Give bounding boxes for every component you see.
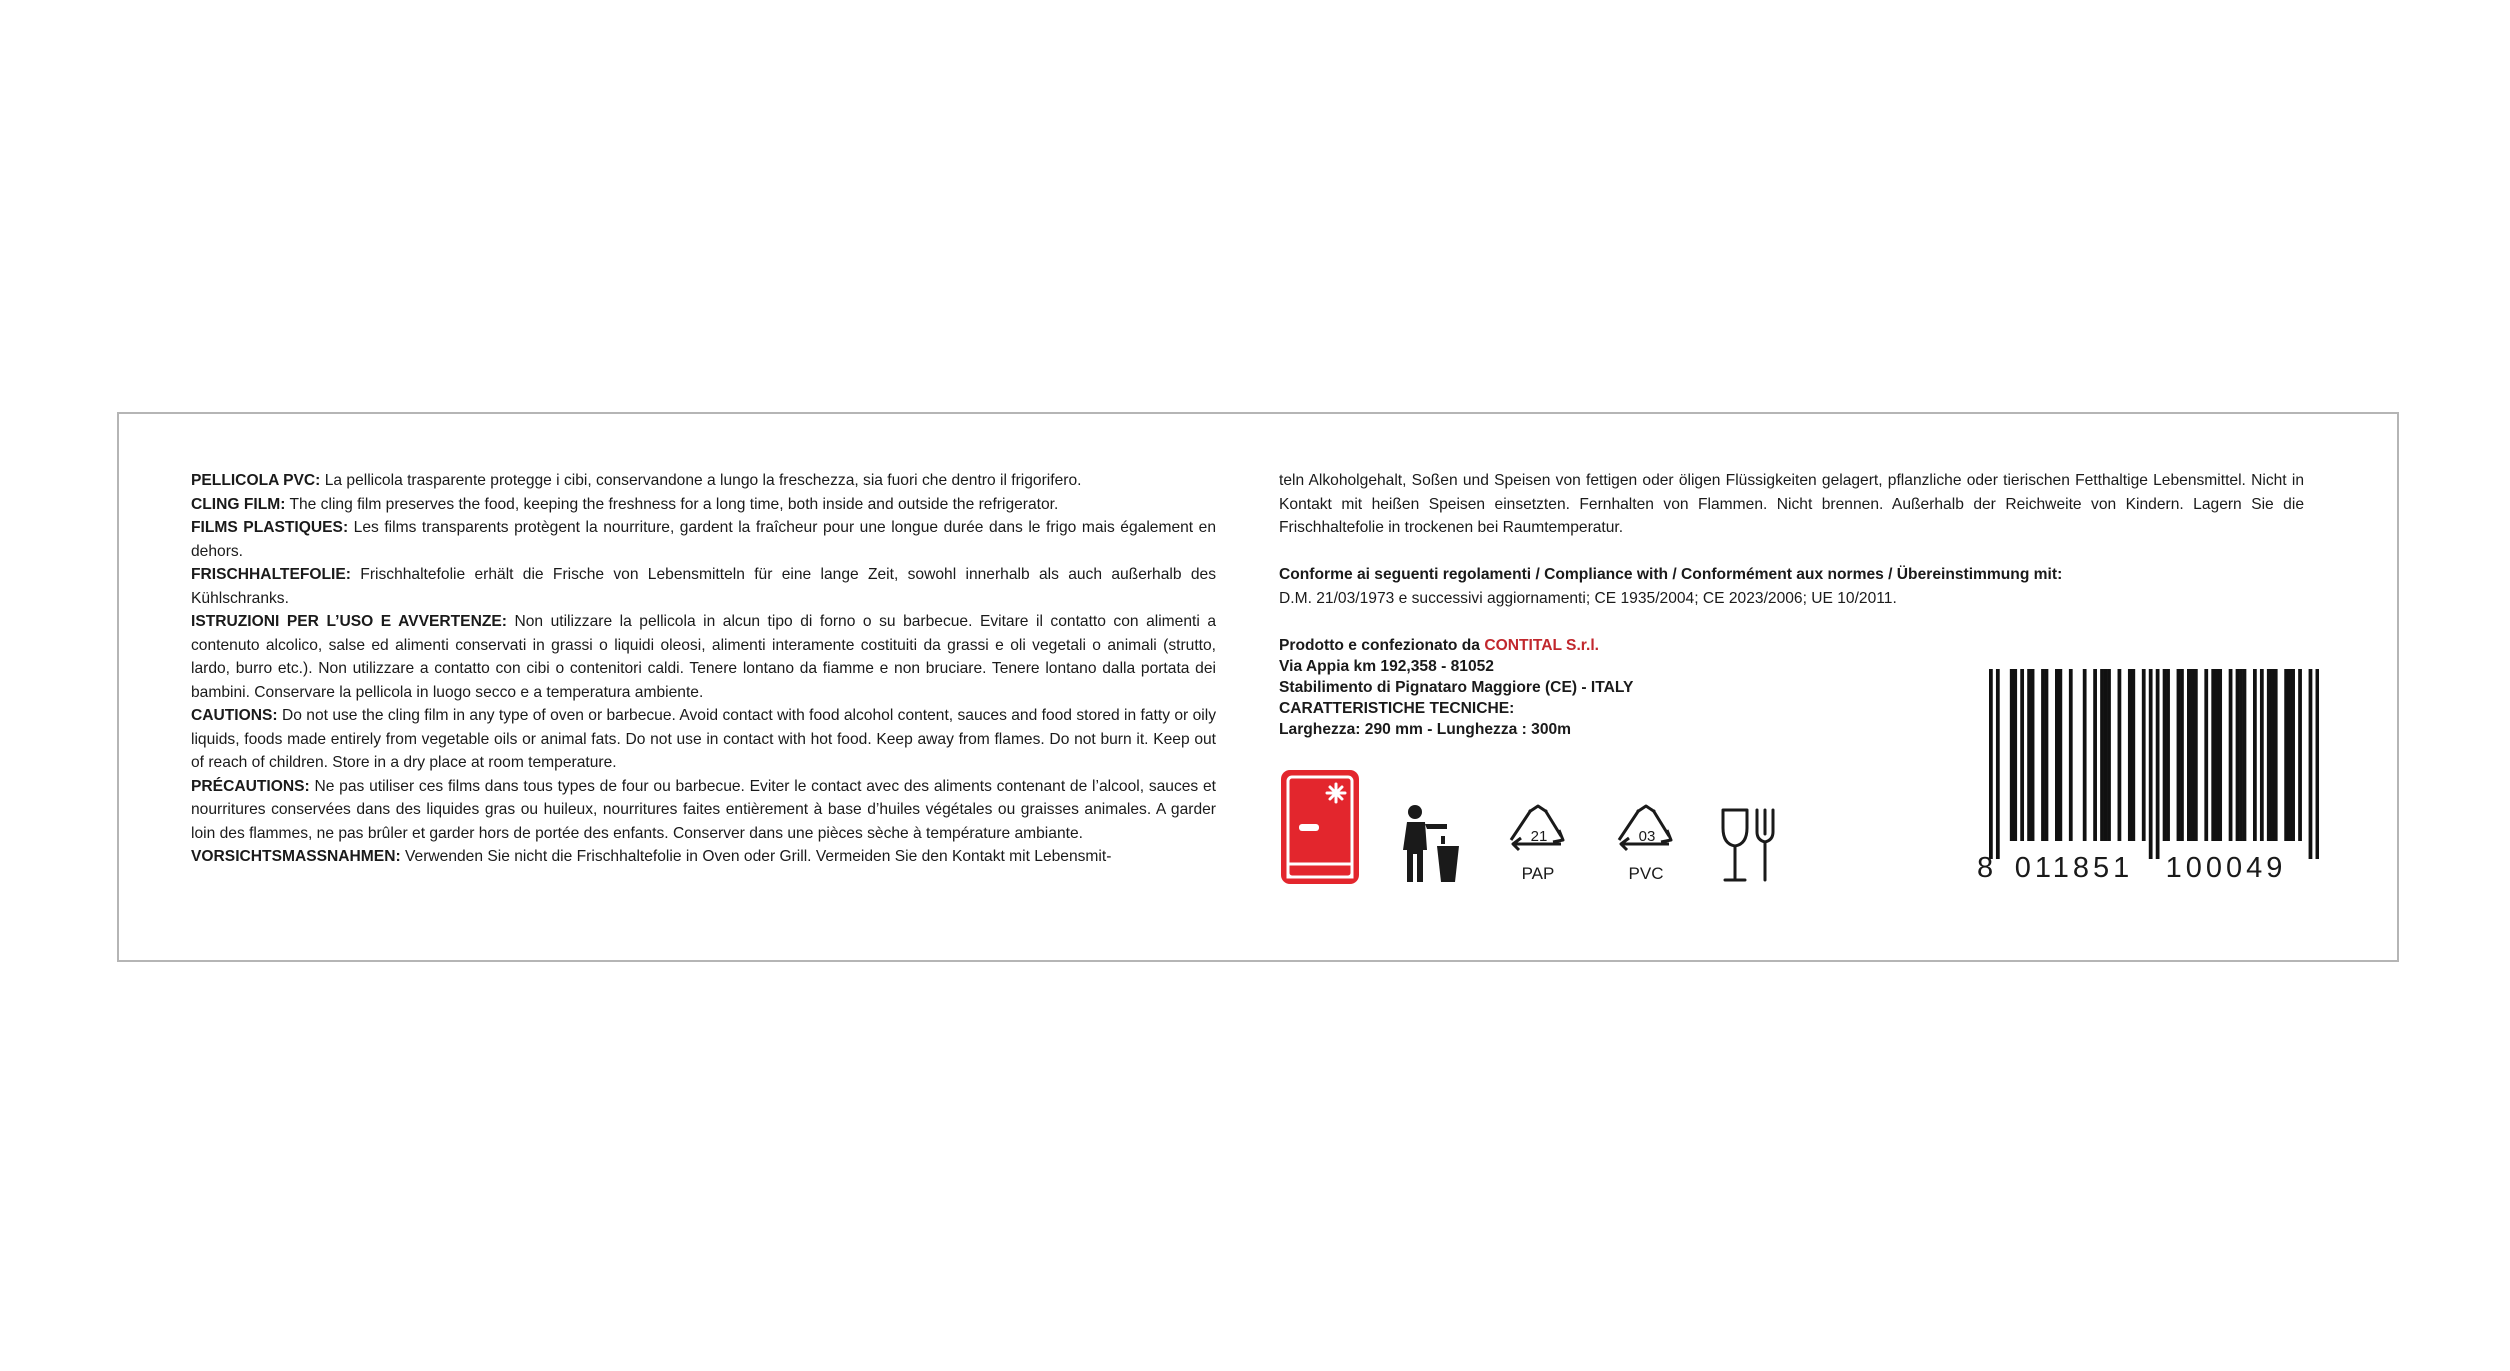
barcode-bar [2180,669,2184,841]
glass-fork-icon [1719,808,1785,884]
barcode-bar [2194,669,2198,841]
barcode-bar [2177,669,2181,841]
barcode-bar [2291,669,2295,841]
paragraph-label: PRÉCAUTIONS: [191,777,310,795]
recycle-pvc-label: PVC [1628,864,1664,883]
paragraph-text: Non utilizzare la pellicola in alcun tipo di forno o su barbecue. Evitare il contatto con alimenti a contenuto alcolico, salse ed alimenti conservati in grassi o liquidi oleosi, alimenti interamente costituiti da grassi e oli vegetali o animali (strutto, lardo, burro etc.). Non utilizzare a contatto con cibi o contenitori caldi. Tenere lontano da fiamme e non bruciare. Tenere lontano dalla portata dei bambini. Conservare la pellicola in luogo secco e a temperatura ambiente. [191,613,1216,701]
barcode-bar [2243,669,2247,841]
barcode-bar [2163,669,2167,841]
company-name: CONTITAL S.r.l. [1484,637,1599,654]
tidyman-icon [1397,804,1467,884]
barcode-bar [2218,669,2222,841]
label-panel [117,412,2399,962]
paragraph-text: La pellicola trasparente protegge i cibi, conservandone a lungo la freschezza, sia fuori che dentro il frigorifero. [324,472,1082,489]
barcode-bar [2093,669,2097,841]
paragraph-text: Ne pas utiliser ces films dans tous types de four ou barbecue. Eviter le contact avec des aliments contenant de l’alcool, sauces et nourritures conservées dans des liquides gras ou huileux, nourritures faites entièrement à base d’huiles végétales ou graisses animales. A garder loin des flammes, ne pas brûler et garder hors de portée des enfants. Conserver dans une pièces sèche à température ambiante. [191,777,1216,842]
barcode-bar [2239,669,2243,841]
produced-by-label: Prodotto e confezionato da [1279,637,1480,654]
barcode-bar [2118,669,2122,841]
barcode-bar [2058,669,2062,841]
barcode-bar [2069,669,2073,841]
paragraph-label: ISTRUZIONI PER L’USO E AVVERTENZE: [191,613,507,630]
right-text-column [1279,469,2304,610]
barcode-bar [2156,669,2160,859]
instruction-paragraph [191,563,1216,610]
barcode-bar [2100,669,2104,841]
barcode-bar [2142,669,2146,841]
paragraph-label: FILMS PLASTIQUES: [191,519,349,536]
paragraph-label: FRISCHHALTEFOLIE: [191,566,351,583]
paragraph-label: PELLICOLA PVC: [191,472,321,489]
barcode-bar [2267,669,2271,841]
barcode-bar [2166,669,2170,841]
left-text-column [191,469,1216,869]
company-info [1279,635,1879,740]
barcode-bar [2274,669,2278,841]
barcode-bar [2288,669,2292,841]
symbols-row [1279,768,1819,888]
instruction-paragraph [191,469,1216,493]
company-address: Via Appia km 192,358 - 81052 [1279,658,1494,675]
compliance-text: D.M. 21/03/1973 e successivi aggiornamenti; CE 1935/2004; CE 2023/2006; UE 10/2011. [1279,589,1897,607]
barcode-bar [2107,669,2111,841]
fridge-icon [1279,768,1361,886]
barcode-bar [2270,669,2274,841]
instruction-paragraph [191,516,1216,563]
paragraph-label: CLING FILM: [191,495,286,513]
barcode-right-digits: 100049 [2165,852,2287,884]
recycle-pap-label: PAP [1521,864,1555,883]
barcode-bar [1989,669,1993,859]
barcode-bar [2041,669,2045,841]
barcode-bar [2215,669,2219,841]
barcode-bar [2229,669,2233,841]
barcode-bar [2284,669,2288,841]
company-plant: Stabilimento di Pignataro Maggiore (CE) - ITALY [1279,679,1634,696]
instruction-paragraph [191,704,1216,775]
barcode-first-digit: 8 [1977,852,1994,884]
barcode-bar [2031,669,2035,841]
barcode-left-digits: 011851 [2014,852,2134,884]
barcode-bar [2083,669,2087,841]
barcode-bar [2253,669,2257,841]
paragraph-label: VORSICHTSMASSNAHMEN: [191,848,401,865]
barcode-bar [2013,669,2017,841]
paragraph-text: Les films transparents protègent la nourriture, gardent la fraîcheur pour une longue durée dans le frigo mais également en dehors. [191,519,1216,560]
barcode-bar [2187,669,2191,841]
barcode-bar [2298,669,2302,841]
barcode-bar [2309,669,2313,859]
barcode-bar [2190,669,2194,841]
instruction-paragraph [191,493,1216,517]
paragraph-label: CAUTIONS: [191,707,278,724]
instruction-paragraph [191,845,1216,869]
barcode-bar [2204,669,2208,841]
paragraph-text: The cling film preserves the food, keeping the freshness for a long time, both inside and outside the refrigerator. [289,495,1059,513]
barcode-bar [2149,669,2153,859]
barcode-bar [2316,669,2319,859]
barcode-bars [1989,669,2319,859]
barcode-bar [2236,669,2240,841]
paragraph-text: Frischhaltefolie erhält die Frische von Lebensmitteln für eine lange Zeit, sowohl innerhalb als auch außerhalb des Kühlschranks. [191,566,1216,607]
barcode-bar [2131,669,2135,841]
barcode-bar [2128,669,2132,841]
recycle-pvc-number: 03 [1638,828,1656,845]
recycle-pap-number: 21 [1530,828,1548,845]
barcode-bar [2020,669,2024,841]
barcode-bar [2104,669,2108,841]
instruction-paragraph [191,775,1216,846]
specs-values: Larghezza: 290 mm - Lunghezza : 300m [1279,721,1572,738]
instruction-paragraph [191,610,1216,704]
compliance-heading: Conforme ai seguenti regolamenti / Compliance with / Conformément aux normes / Übereinstimmung mit: [1279,566,2063,583]
specs-heading: CARATTERISTICHE TECNICHE: [1279,700,1515,717]
barcode-bar [1996,669,2000,859]
barcode-bar [2010,669,2014,841]
barcode-bar [2211,669,2215,841]
barcode-bar [2055,669,2059,841]
barcode-bar [2027,669,2031,841]
german-continuation: teln Alkoholgehalt, Soßen und Speisen von fettigen oder öligen Flüssigkeiten gelagert, pflanzliche oder tierischen Fetthaltige Lebensmittel. Nicht in Kontakt mit heißen Speisen einsetzten. Fernhalten von Flammen. Nicht brennen. Außerhalb der Reichweite von Kindern. Lagern Sie die Frischhaltefolie in trockenen bei Raumtemperatur. [1279,472,2304,536]
paragraph-text: Do not use the cling film in any type of oven or barbecue. Avoid contact with food alcohol content, sauces and food stored in fatty or oily liquids, foods made entirely from vegetable oils or animal fats. Do not use in contact with hot food. Keep away from flames. Do not burn it. Keep out of reach of children. Store in a dry place at room temperature. [191,707,1216,771]
paragraph-text: Verwenden Sie nicht die Frischhaltefolie in Oven oder Grill. Vermeiden Sie den Kontakt mit Lebensmit- [405,848,1112,865]
barcode [1977,669,2319,909]
barcode-bar [2045,669,2049,841]
barcode-bar [2260,669,2264,841]
